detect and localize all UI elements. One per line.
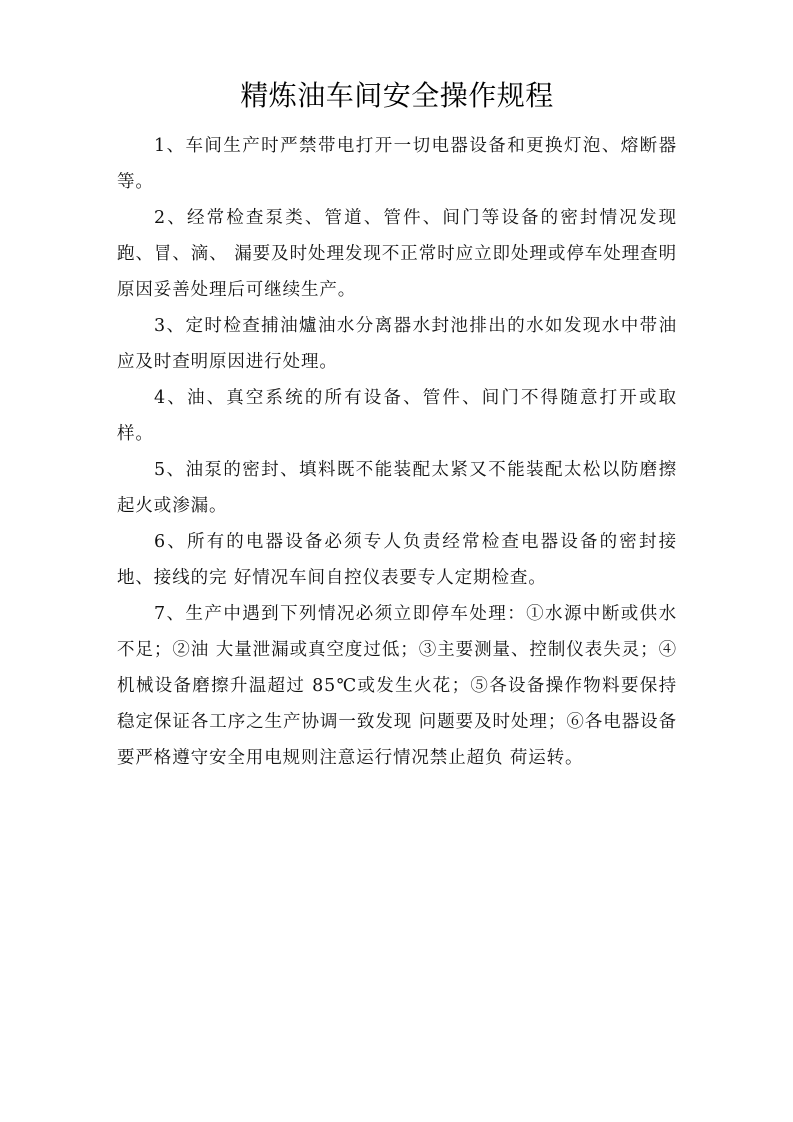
rule-paragraph-3: 3、定时检查捕油爐油水分离器水封池排出的水如发现水中带油应及时查明原因进行处理。 — [117, 316, 677, 372]
rule-paragraph-1: 1、车间生产时严禁带电打开一切电器设备和更换灯泡、熔断器等。 — [117, 136, 677, 192]
rule-paragraph-6: 6、所有的电器设备必须专人负责经常检查电器设备的密封接地、接线的完 好情况车间自控仪表要专人定期检查。 — [117, 532, 677, 588]
rule-paragraph-4: 4、油、真空系统的所有设备、管件、间门不得随意打开或取样。 — [117, 388, 677, 444]
rule-paragraph-5: 5、油泵的密封、填料既不能装配太紧又不能装配太松以防磨擦起火或渗漏。 — [117, 460, 677, 516]
document-title: 精炼油车间安全操作规程 — [240, 79, 554, 112]
document-page — [117, 76, 677, 776]
rule-paragraph-2: 2、经常检查泵类、管道、管件、间门等设备的密封情况发现跑、冒、滴、 漏要及时处理发现不正常时应立即处理或停车处理查明原因妥善处理后可继续生产。 — [117, 208, 677, 300]
rule-paragraph-7: 7、生产中遇到下列情况必须立即停车处理：①水源中断或供水不足；②油 大量泄漏或真空度过低；③主要测量、控制仪表失灵；④机械设备磨擦升温超过 85℃或发生火花；⑤各设备操作物料要保持稳定保证各工序之生产协调一致发现 问题要及时处理；⑥各电器设备要严格遵守安全用电规则注意运行情况禁止超负 荷运转。 — [117, 604, 677, 768]
